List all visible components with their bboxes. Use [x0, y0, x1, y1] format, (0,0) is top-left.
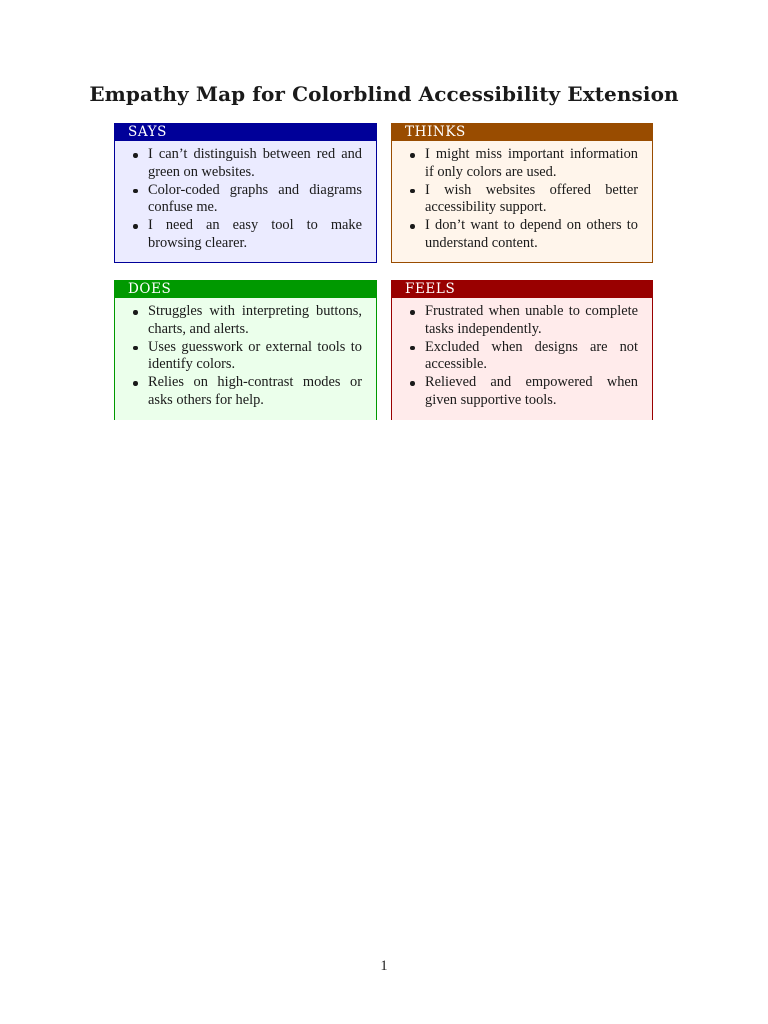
list-item: Excluded when designs are not accessible.: [425, 338, 638, 373]
page-title: Empathy Map for Colorblind Accessibility Extension: [89, 82, 679, 106]
list-item: Struggles with interpreting buttons, charts, and alerts.: [148, 303, 362, 337]
list-item: I can’t distinguish between red and green on websites.: [148, 146, 362, 180]
thinks-list: [392, 141, 652, 253]
list-item: Relies on high-contrast modes or asks others for help.: [148, 374, 362, 408]
thinks-heading: THINKS: [391, 123, 653, 141]
list-item: Uses guesswork or external tools to identify colors.: [148, 338, 362, 373]
list-item: I wish websites offered better accessibility support.: [425, 181, 638, 216]
says-quadrant: [114, 123, 377, 263]
thinks-quadrant: [391, 123, 653, 263]
does-list: [115, 298, 376, 410]
feels-list: [392, 298, 652, 410]
list-item: Relieved and empowered when given supportive tools.: [425, 374, 638, 408]
list-item: I might miss important information if only colors are used.: [425, 146, 638, 180]
list-item: I don’t want to depend on others to understand content.: [425, 217, 638, 251]
list-item: Color-coded graphs and diagrams confuse me.: [148, 181, 362, 216]
does-quadrant: [114, 280, 377, 420]
list-item: Frustrated when unable to complete tasks independently.: [425, 303, 638, 337]
feels-quadrant: [391, 280, 653, 420]
feels-heading: FEELS: [391, 280, 653, 298]
does-heading: DOES: [114, 280, 377, 298]
list-item: I need an easy tool to make browsing clearer.: [148, 217, 362, 251]
page-number: 1: [380, 958, 388, 974]
says-list: [115, 141, 376, 253]
says-heading: SAYS: [114, 123, 377, 141]
